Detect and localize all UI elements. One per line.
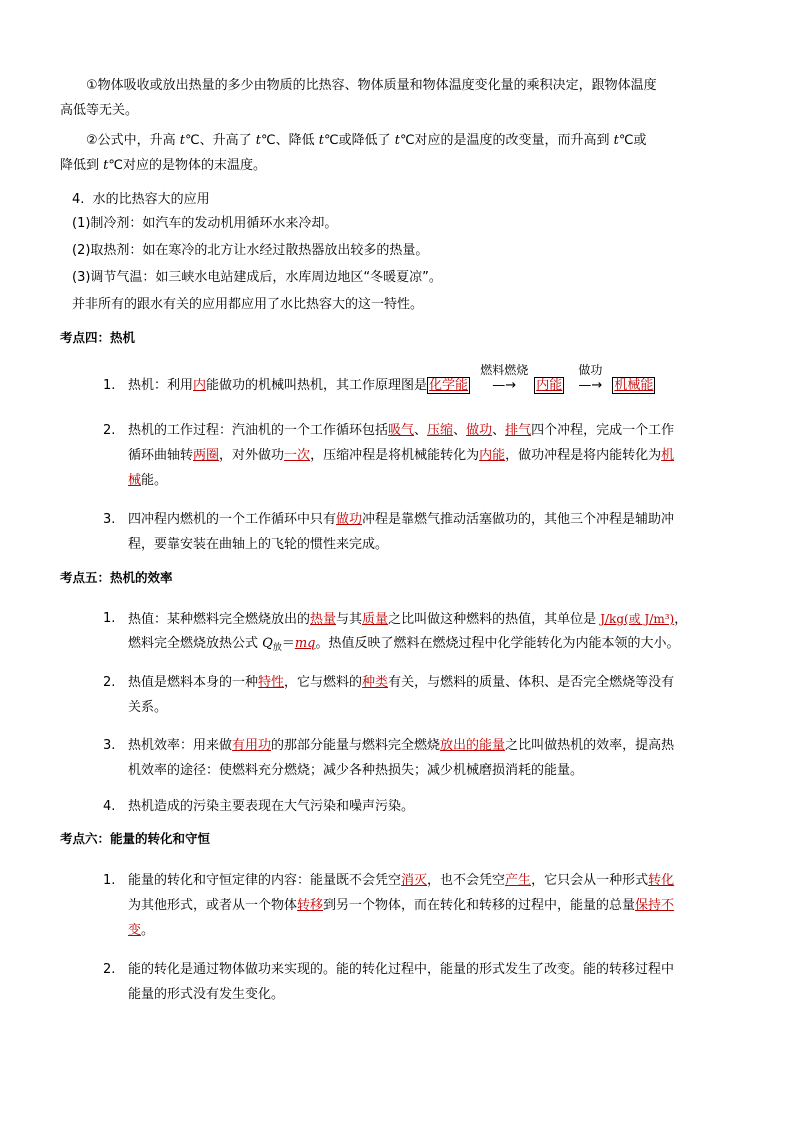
item-number: 2. [103,675,116,690]
answer-blank: 消灭 [401,873,428,888]
text: ℃、升高了 [185,133,256,148]
answer-blank: 一次 [284,448,311,463]
section-4-item-1: (1)制冷剂：如汽车的发动机用循环水来冷却。 [72,216,338,231]
answer-blank: 吸气 [388,423,415,438]
t-var: t [179,133,186,148]
heading-kaodian-6: 考点六：能量的转化和守恒 [60,831,211,846]
text: 的那部分能量与燃料完全燃烧 [271,738,441,753]
item-number: 1. [103,378,116,393]
k5-item-1-line-1 [103,609,688,630]
answer-blank: 种类 [362,675,389,690]
answer-blank: 保持不 [635,898,675,913]
chemical-energy-box: 化学能 [429,378,469,393]
paragraph-1-line-1: ①物体吸收或放出热量的多少由物质的比热容、物体质量和物体温度变化量的乘积决定，跟物体温度 [86,78,657,93]
text: ℃或降低了 [323,133,395,148]
text: 能的转化是通过物体做功来实现的。能的转化过程中，能量的形式发生了改变。能的转移过程中 [128,962,675,977]
answer-blank-formula: mq [294,636,316,651]
t-var: t [255,133,261,148]
k5-item-4 [103,797,415,817]
t-var: t [103,158,109,173]
text: ，它与燃料的 [284,675,363,690]
text: 冲程是靠燃气推动活塞做功的，其他三个冲程是辅助冲 [362,512,675,527]
k4-item-2-line-2 [128,446,674,466]
answer-blank: 做功 [336,512,363,527]
text: ，也不会凭空 [427,873,506,888]
answer-blank: 做功 [466,423,493,438]
answer-blank: 有用功 [232,738,272,753]
text: 热机造成的污染主要表现在大气污染和噪声污染。 [128,799,415,814]
k5-item-1-line-2 [128,634,680,658]
text: ＝ [281,636,295,651]
text: ℃或 [618,133,647,148]
k6-item-2-line-2: 能量的形式没有发生变化。 [128,987,285,1002]
text: 能做功的机械叫热机，其工作原理图是 [206,378,428,393]
text: 燃料完全燃烧放热公式 [128,636,263,651]
text: 热值：某种燃料完全燃烧放出的 [128,612,311,627]
k5-item-2-line-1 [103,673,675,693]
arrow-right-icon: → [505,378,517,393]
text: 热机：利用 [128,378,194,393]
k4-item-1 [103,363,655,396]
text: ，压缩冲程是将机械能转化为 [310,448,480,463]
text: 循环曲轴转 [128,448,194,463]
heading-kaodian-5: 考点五：热机的效率 [60,570,173,585]
answer-blank: 排气 [505,423,532,438]
answer-blank: 内 [193,378,207,393]
answer-blank: 两圈 [193,448,220,463]
k4-item-2-line-1 [103,421,675,441]
q-subscript: 放 [272,643,282,653]
k4-item-3-line-2: 程，要靠安装在曲轴上的飞轮的惯性来完成。 [128,537,389,552]
paragraph-2-line-2 [60,156,266,176]
answer-blank-unit: J/kg(或 J/m³) [600,612,675,626]
text: 四冲程内燃机的一个工作循环中只有 [128,512,337,527]
paragraph-2-line-1 [86,131,647,151]
text: 四个冲程，完成一个工作 [531,423,675,438]
t-var: t [613,133,619,148]
text: 、 [453,423,467,438]
arrow-label: 燃料燃烧 [480,363,529,377]
k6-item-2-line-1 [103,960,675,980]
section-4-item-3: (3)调节气温：如三峡水电站建成后，水库周边地区“冬暖夏凉”。 [72,270,442,285]
section-4-item-2: (2)取热剂：如在寒冷的北方让水经过散热器放出较多的热量。 [72,243,429,258]
text: ，做功冲程是将内能转化为 [505,448,662,463]
text: 与其 [336,612,363,627]
answer-blank: 内能 [479,448,506,463]
internal-energy-box: 内能 [536,378,563,393]
text: 能量的转化和守恒定律的内容：能量既不会凭空 [128,873,402,888]
heading-kaodian-4: 考点四：热机 [60,330,136,345]
k4-item-2-line-3 [128,471,167,491]
section-4-title: 4. 水的比热容大的应用 [72,192,210,207]
answer-blank: 转移 [297,898,324,913]
text: 热值是燃料本身的一种 [128,675,259,690]
answer-blank: 产生 [505,873,532,888]
text: ℃对应的是温度的改变量，而升高到 [399,133,614,148]
answer-blank: 质量 [362,612,389,627]
text: ℃对应的是物体的末温度。 [108,158,266,173]
k5-item-3-line-1 [103,736,675,756]
text: 降低到 [60,158,104,173]
q-var: Q [262,636,273,651]
item-number: 1. [103,873,116,888]
arrow-right-icon: → [591,378,603,393]
item-number: 3. [103,738,116,753]
text: 、 [414,423,428,438]
text: 、 [492,423,506,438]
text: ℃、降低 [261,133,319,148]
answer-blank: 热量 [310,612,337,627]
text: ，对外做功 [219,448,285,463]
k6-item-1-line-1 [103,871,675,891]
paragraph-1-line-2: 高低等无关。 [60,103,139,118]
text: ②公式中，升高 [86,133,180,148]
section-4-note: 并非所有的跟水有关的应用都应用了水比热容大的这一特性。 [72,297,424,312]
text: 到另一个物体，而在转化和转移的过程中，能量的总量 [323,898,636,913]
text: 热机的工作过程：汽油机的一个工作循环包括 [128,423,389,438]
text: 为其他形式，或者从一个物体 [128,898,298,913]
t-var: t [394,133,400,148]
k6-item-1-line-3 [128,921,154,941]
mechanical-energy-box: 机械能 [614,378,654,393]
text: 热机效率：用来做 [128,738,233,753]
k5-item-3-line-2: 机效率的途径：使燃料充分燃烧；减少各种热损失；减少机械磨损消耗的能量。 [128,763,584,778]
arrow-work: 做功 —→ [568,376,612,396]
answer-blank: 转化 [648,873,675,888]
text: ，它只会从一种形式 [531,873,649,888]
text: 。热值反映了燃料在燃烧过程中化学能转化为内能本领的大小。 [315,636,680,651]
k6-item-1-line-2 [128,896,674,916]
text: 。 [141,923,155,938]
text: 能。 [141,473,168,488]
arrow-label: 做功 [578,363,603,377]
k5-item-2-line-2: 关系。 [128,700,168,715]
answer-blank: 变 [128,923,142,938]
k4-item-3-line-1 [103,510,675,530]
answer-blank: 放出的能量 [440,738,506,753]
answer-blank: 械 [128,473,142,488]
answer-blank: 机 [661,448,675,463]
item-number: 3. [103,512,116,527]
answer-blank: 特性 [258,675,285,690]
answer-blank: 压缩 [427,423,454,438]
item-number: 2. [103,962,116,977]
text: 之比叫做这种燃料的热值，其单位是 [388,612,601,627]
item-number: 4. [103,799,116,814]
item-number: 2. [103,423,116,438]
text: ， [674,612,688,627]
text: 之比叫做热机的效率，提高热 [505,738,675,753]
t-var: t [318,133,324,148]
text: 有关，与燃料的质量、体积、是否完全燃烧等没有 [388,675,675,690]
item-number: 1. [103,611,116,626]
arrow-combustion: 燃料燃烧 —→ [474,376,534,396]
